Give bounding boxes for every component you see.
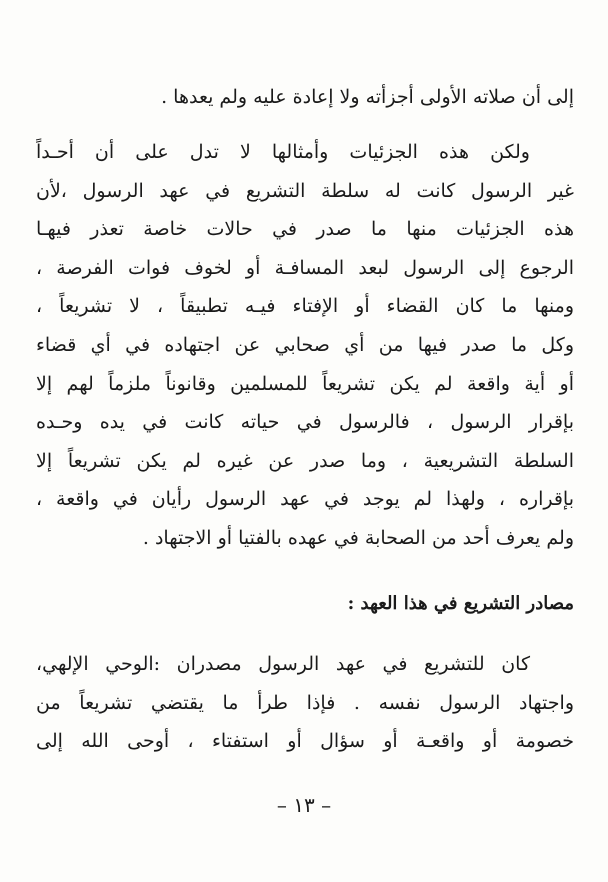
text-line: أو أية واقعة لم يكن تشريعاً للمسلمين وقانوناً ملزماً لهم إلا xyxy=(36,372,574,395)
text-line: واجتهاد الرسول نفسه . فإذا طرأ ما يقتضي تشريعاً من xyxy=(36,691,574,714)
text-line: كان للتشريع في عهد الرسول مصدران :الوحي الإلهي، xyxy=(36,653,530,675)
text-line: الرجوع إلى الرسول لبعد المسافـة أو لخوف فوات الفرصة ، xyxy=(36,256,574,279)
paragraph-3 xyxy=(36,645,574,761)
text-line: بإقرار الرسول ، فالرسول في حياته كانت في يده وحـده xyxy=(36,411,574,434)
page-number: – ١٣ – xyxy=(276,793,332,817)
paragraph-2 xyxy=(36,133,574,558)
text-line: بإقراره ، ولهذا لم يوجد في عهد الرسول رأيان في واقعة ، xyxy=(36,488,574,511)
text-line: السلطة التشريعية ، وما صدر عن غيره لم يكن تشريعاً إلا xyxy=(36,449,574,472)
text-line: ولكن هذه الجزئيات وأمثالها لا تدل على أن أحـداً xyxy=(36,141,530,163)
text-line: وكل ما صدر فيها من أي صحابي عن اجتهاده في أي قضاء xyxy=(36,333,574,356)
text-line: خصومة أو واقعـة أو سؤال أو استفتاء ، أوحى الله إلى xyxy=(36,730,574,753)
text-line: ومنها ما كان القضاء أو الإفتاء فيـه تطبيقاً ، لا تشريعاً ، xyxy=(36,295,574,318)
text-line: غير الرسول كانت له سلطة التشريع في عهد الرسول ،لأن xyxy=(36,179,574,202)
text-line: ولم يعرف أحد من الصحابة في عهده بالفتيا أو الاجتهاد . xyxy=(142,526,574,549)
section-heading: مصادر التشريع في هذا العهد : xyxy=(347,593,574,614)
text-line: هذه الجزئيات منها ما صدر في حالات خاصة تعذر فيهـا xyxy=(36,218,574,241)
paragraph-1 xyxy=(36,78,574,117)
text-line: إلى أن صلاته الأولى أجزأته ولا إعادة عليه ولم يعدها . xyxy=(161,86,574,108)
